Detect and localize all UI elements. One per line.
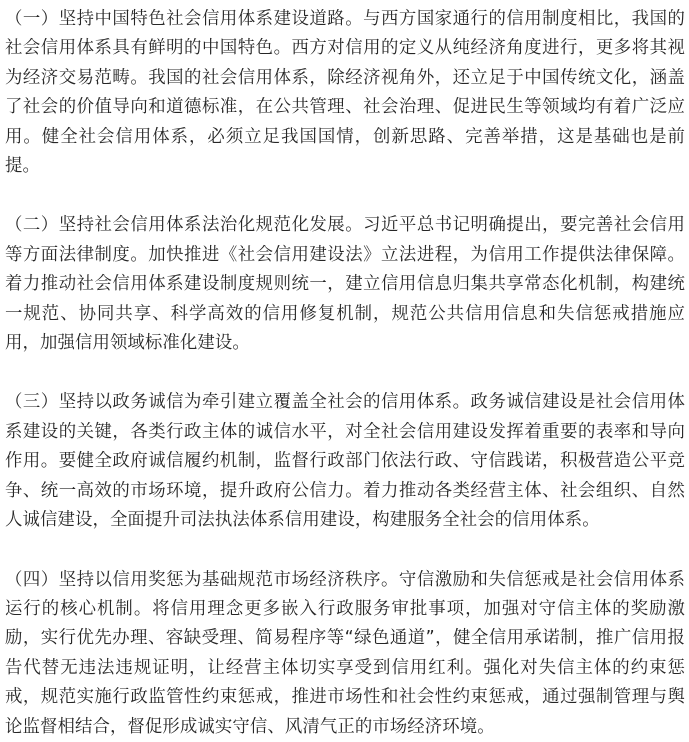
paragraph-4-text: 守信激励和失信惩戒是社会信用体系运行的核心机制。将信用理念更多嵌入行政服务审批事项，加强对守信主体的奖励激励，实行优先办理、容缺受理、简易程序等“绿色通道”，健全信用承诺制，推广信用报告代替无违法违规证明，让经营主体切实享受到信用红利。强化对失信主体的约束惩戒，规范实施行政监管性约束惩戒，推进市场性和社会性约束惩戒，通过强制管理与舆论监督相结合，督促形成诚实守信、风清气正的市场经济环境。 — [5, 569, 685, 737]
paragraph-2 — [5, 211, 685, 358]
paragraph-3-text: 政务诚信建设是社会信用体系建设的关键，各类行政主体的诚信水平，对全社会信用建设发挥着重要的表率和导向作用。要健全政府诚信履约机制，监督行政部门依法行政、守信践诺，积极营造公平竞争、统一高效的市场环境，提升政府公信力。着力推动各类经营主体、社会组织、自然人诚信建设，全面提升司法执法体系信用建设，构建服务全社会的信用体系。 — [5, 392, 685, 531]
paragraph-4 — [5, 566, 685, 742]
paragraph-4-heading: （四）坚持以信用奖惩为基础规范市场经济秩序。 — [5, 569, 399, 590]
paragraph-1 — [5, 5, 685, 181]
paragraph-3 — [5, 388, 685, 535]
paragraph-1-text: 与西方国家通行的信用制度相比，我国的社会信用体系具有鲜明的中国特色。西方对信用的定义从纯经济角度进行，更多将其视为经济交易范畴。我国的社会信用体系，除经济视角外，还立足于中国传统文化，涵盖了社会的价值导向和道德标准，在公共管理、社会治理、促进民生等领域均有着广泛应用。健全社会信用体系，必须立足我国国情，创新思路、完善举措，这是基础也是前提。 — [5, 9, 685, 177]
paragraph-1-heading: （一）坚持中国特色社会信用体系建设道路。 — [5, 9, 364, 29]
paragraph-3-heading: （三）坚持以政务诚信为牵引建立覆盖全社会的信用体系。 — [5, 392, 471, 413]
paragraph-2-heading: （二）坚持社会信用体系法治化规范化发展。 — [5, 215, 364, 236]
paragraph-2-text: 习近平总书记明确提出，要完善社会信用等方面法律制度。加快推进《社会信用建设法》立法进程，为信用工作提供法律保障。着力推动社会信用体系建设制度规则统一，建立信用信息归集共享常态化机制，构建统一规范、协同共享、科学高效的信用修复机制，规范公共信用信息和失信惩戒措施应用，加强信用领域标准化建设。 — [5, 215, 685, 354]
article-body — [5, 5, 685, 742]
